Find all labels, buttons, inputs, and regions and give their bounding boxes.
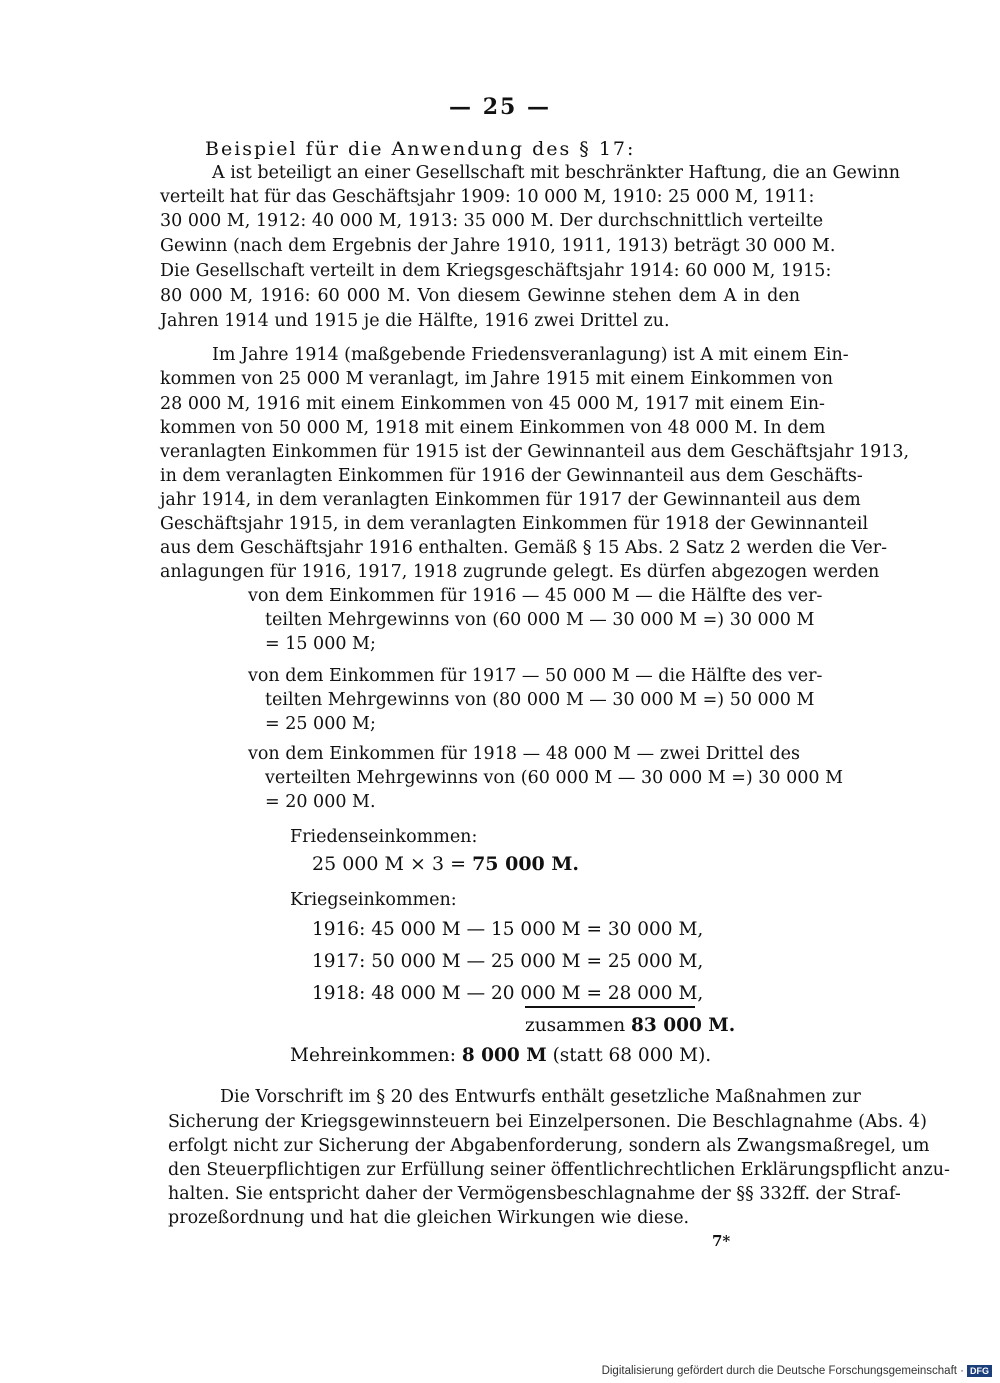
text-line: prozeßordnung und hat die gleichen Wirkungen wie diese. — [168, 1208, 690, 1228]
text-line: = 20 000 M. — [265, 792, 376, 812]
section-heading: Beispiel für die Anwendung des § 17: — [205, 138, 636, 160]
war-income-label: Kriegseinkommen: — [290, 890, 457, 910]
text-line: 80 000 M, 1916: 60 000 M. Von diesem Gewinne stehen dem A in den — [160, 286, 800, 306]
peace-calc-prefix: 25 000 M × 3 = — [312, 853, 473, 875]
text-line: = 15 000 M; — [265, 634, 376, 654]
text-line: von dem Einkommen für 1917 — 50 000 M — die Hälfte des ver- — [248, 666, 823, 686]
dfg-logo: DFG — [967, 1365, 992, 1377]
peace-income-calc — [312, 852, 579, 876]
text-line: in dem veranlagten Einkommen für 1916 der Gewinnanteil aus dem Geschäfts- — [160, 466, 863, 486]
text-line: den Steuerpflichtigen zur Erfüllung seiner öffentlichrechtlichen Erklärungspflicht anzu- — [168, 1160, 950, 1180]
peace-calc-result: 75 000 M. — [472, 853, 580, 875]
signature-mark: 7* — [712, 1232, 731, 1250]
text-line: Jahren 1914 und 1915 je die Hälfte, 1916 zwei Drittel zu. — [160, 311, 670, 331]
text-line: verteilten Mehrgewinns von (60 000 M — 30 000 M =) 30 000 M — [265, 768, 844, 788]
text-line: = 25 000 M; — [265, 714, 376, 734]
total-prefix: zusammen — [525, 1015, 632, 1036]
war-income-row: 1916: 45 000 M — 15 000 M = 30 000 M, — [312, 919, 704, 940]
sum-rule — [525, 1006, 695, 1008]
text-line: anlagungen für 1916, 1917, 1918 zugrunde gelegt. Es dürfen abgezogen werden — [160, 562, 880, 582]
war-income-row: 1917: 50 000 M — 25 000 M = 25 000 M, — [312, 951, 704, 972]
text-line: kommen von 50 000 M, 1918 mit einem Einkommen von 48 000 M. In dem — [160, 418, 826, 438]
text-line: A ist beteiligt an einer Gesellschaft mit beschränkter Haftung, die an Gewinn — [212, 163, 901, 183]
excess-value: 8 000 M — [461, 1045, 547, 1066]
war-income-total — [525, 1014, 735, 1038]
text-line: aus dem Geschäftsjahr 1916 enthalten. Gemäß § 15 Abs. 2 Satz 2 werden die Ver- — [160, 538, 887, 558]
text-line: Die Gesellschaft verteilt in dem Kriegsgeschäftsjahr 1914: 60 000 M, 1915: — [160, 261, 832, 281]
total-value: 83 000 M. — [631, 1015, 736, 1036]
war-income-row: 1918: 48 000 M — 20 000 M = 28 000 M, — [312, 983, 704, 1004]
text-line: von dem Einkommen für 1918 — 48 000 M — zwei Drittel des — [248, 744, 800, 764]
text-line: halten. Sie entspricht daher der Vermögensbeschlagnahme der §§ 332ff. der Straf- — [168, 1184, 901, 1204]
text-line: Gewinn (nach dem Ergebnis der Jahre 1910, 1911, 1913) beträgt 30 000 M. — [160, 236, 836, 256]
page-number: — 25 — — [449, 94, 551, 120]
text-line: von dem Einkommen für 1916 — 45 000 M — die Hälfte des ver- — [248, 586, 823, 606]
excess-prefix: Mehreinkommen: — [290, 1045, 462, 1066]
text-line: Im Jahre 1914 (maßgebende Friedensveranlagung) ist A mit einem Ein- — [212, 345, 849, 365]
text-line: teilten Mehrgewinns von (60 000 M — 30 000 M =) 30 000 M — [265, 610, 815, 630]
text-line: 28 000 M, 1916 mit einem Einkommen von 45 000 M, 1917 mit einem Ein- — [160, 394, 825, 414]
excess-income — [290, 1044, 711, 1068]
text-line: jahr 1914, in dem veranlagten Einkommen für 1917 der Gewinnanteil aus dem — [160, 490, 861, 510]
text-line: veranlagten Einkommen für 1915 ist der Gewinnanteil aus dem Geschäftsjahr 1913, — [160, 442, 910, 462]
text-line: Geschäftsjahr 1915, in dem veranlagten Einkommen für 1918 der Gewinnanteil — [160, 514, 869, 534]
footer-text: Digitalisierung gefördert durch die Deutsche Forschungsgemeinschaft · — [601, 1365, 964, 1378]
text-line: verteilt hat für das Geschäftsjahr 1909: 10 000 M, 1910: 25 000 M, 1911: — [160, 187, 815, 207]
text-line: kommen von 25 000 M veranlagt, im Jahre 1915 mit einem Einkommen von — [160, 369, 833, 389]
peace-income-label: Friedenseinkommen: — [290, 827, 478, 847]
text-line: Sicherung der Kriegsgewinnsteuern bei Einzelpersonen. Die Beschlagnahme (Abs. 4) — [168, 1112, 927, 1132]
text-line: 30 000 M, 1912: 40 000 M, 1913: 35 000 M. Der durchschnittlich verteilte — [160, 211, 824, 231]
text-line: erfolgt nicht zur Sicherung der Abgabenforderung, sondern als Zwangsmaßregel, um — [168, 1136, 930, 1156]
text-line: teilten Mehrgewinns von (80 000 M — 30 000 M =) 50 000 M — [265, 690, 815, 710]
text-line: Die Vorschrift im § 20 des Entwurfs enthält gesetzliche Maßnahmen zur — [220, 1087, 861, 1107]
footer-credit — [602, 1365, 992, 1377]
excess-suffix: (statt 68 000 M). — [546, 1045, 712, 1066]
